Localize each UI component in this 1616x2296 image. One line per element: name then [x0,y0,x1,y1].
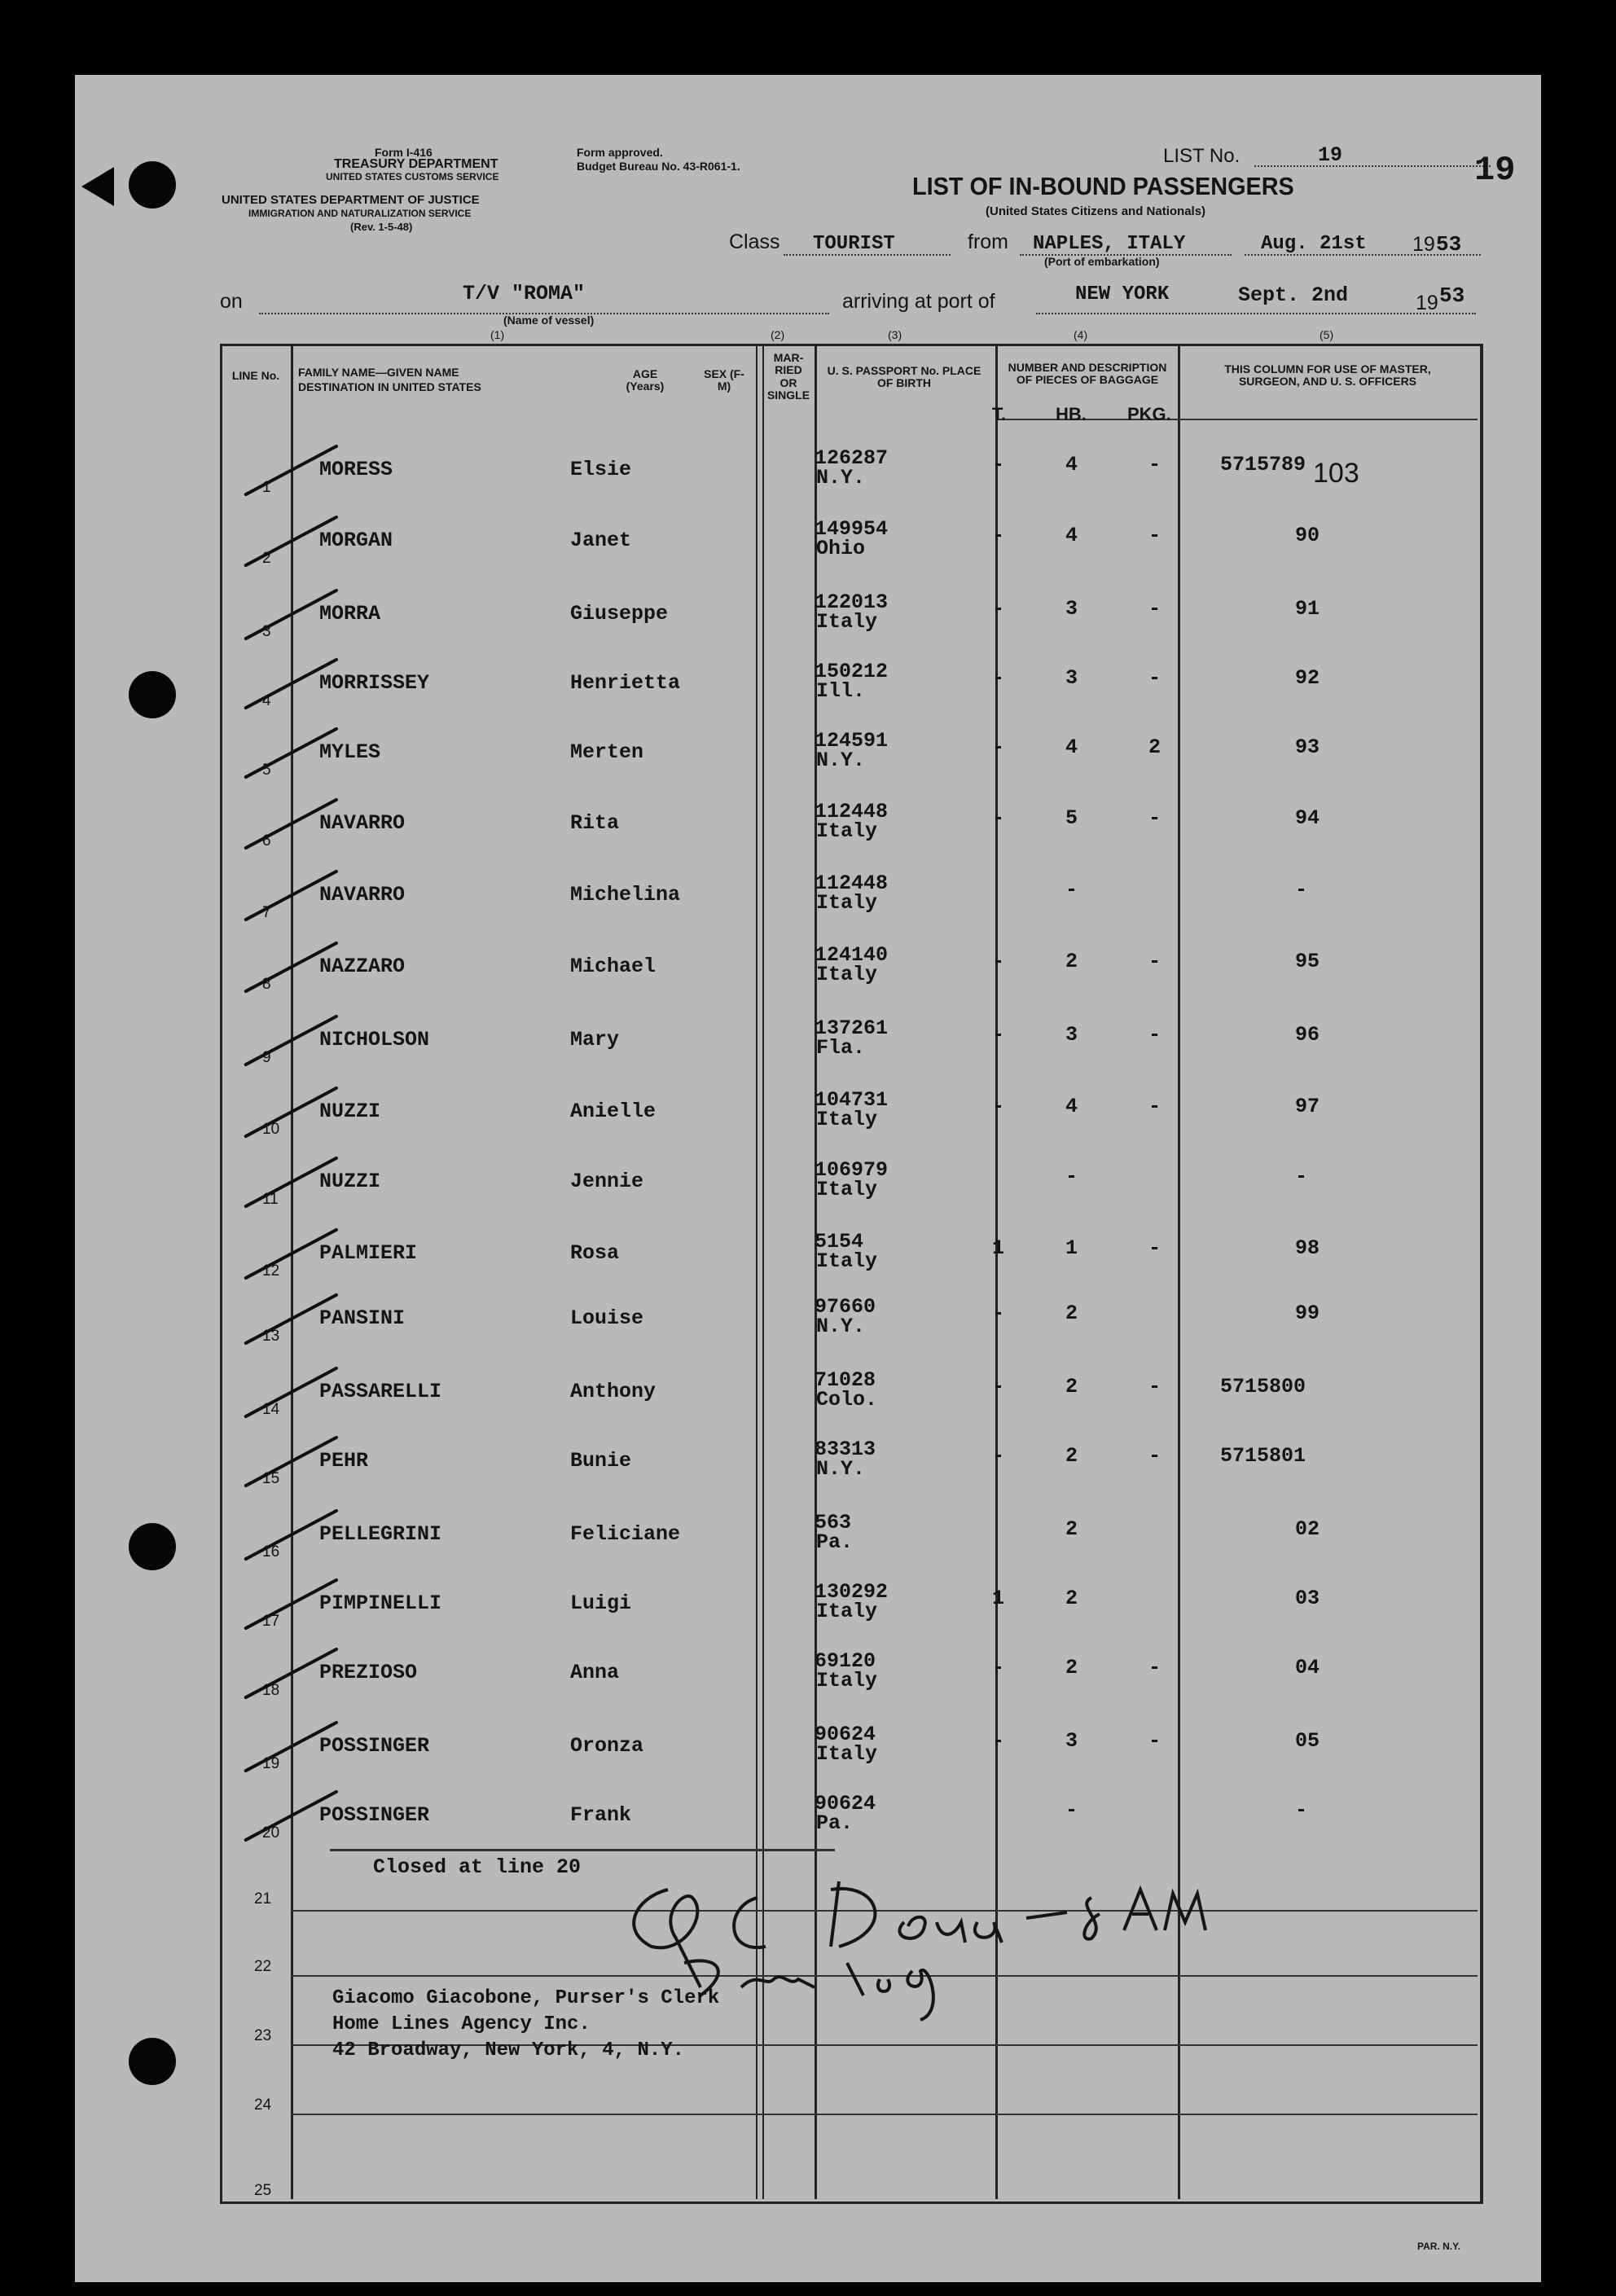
given-name: Michelina [570,883,681,907]
officer-notes: - [1295,1798,1308,1822]
bag-trunks: - [992,1656,1005,1679]
bag-trunks: - [992,1095,1005,1118]
passenger-row [0,660,1616,740]
header-sex: SEX (F-M) [704,367,744,393]
family-name: MYLES [319,740,381,764]
officer-notes: 93 [1295,735,1320,759]
bag-handbags: 3 [1065,1729,1078,1753]
col-num-5: (5) [1320,328,1334,341]
given-name: Rita [570,811,620,835]
given-name: Merten [570,740,644,764]
passport-number: 130292 [815,1580,889,1604]
passenger-row [0,871,1616,951]
line-number: 22 [254,1958,272,1975]
officer-notes: 5715800 [1220,1375,1306,1398]
budget-bureau: Budget Bureau No. 43-R061-1. [577,160,740,173]
bag-trunks: - [992,1302,1005,1325]
arrow-mark-icon [81,167,114,206]
arrival-port: NEW YORK [1075,283,1170,305]
bag-trunks: - [992,806,1005,830]
passenger-row [0,1438,1616,1517]
port-of-embarkation: NAPLES, ITALY [1033,233,1186,255]
bag-packages: 2 [1148,735,1162,759]
arrival-date: Sept. 2nd [1238,283,1349,307]
officer-notes: 95 [1295,950,1320,973]
header-bag-pkg: PKG. [1127,404,1171,424]
bag-trunks: - [992,524,1005,547]
line-number: 23 [254,2027,272,2044]
line-number: 19 [262,1755,280,1772]
header-name: FAMILY NAME—GIVEN NAME [298,366,459,379]
family-name: PANSINI [319,1306,406,1330]
line-number: 2 [262,550,271,567]
header-baggage: NUMBER AND DESCRIPTION OF PIECES OF BAGGAGE [1008,361,1167,387]
officer-notes: 96 [1295,1023,1320,1047]
officer-notes: 04 [1295,1656,1320,1679]
passport-number: 90624 [815,1792,876,1815]
line-number: 12 [262,1262,280,1280]
closed-at-line: Closed at line 20 [373,1855,582,1879]
given-name: Louise [570,1306,644,1330]
family-name: NUZZI [319,1170,381,1193]
officer-notes: 02 [1295,1517,1320,1541]
officer-notes: 94 [1295,806,1320,830]
header-bag-t: T. [992,404,1007,424]
passenger-row [0,943,1616,1023]
family-name: PEHR [319,1449,369,1473]
bag-trunks: - [992,453,1005,476]
line-number: 6 [262,832,271,849]
given-name: Giuseppe [570,602,669,626]
line-number: 18 [262,1682,280,1699]
place-of-birth: Fla. [816,1036,866,1060]
clerk-line-1: Giacomo Giacobone, Purser's Clerk [332,1987,720,2009]
given-name: Mary [570,1028,620,1051]
line-number: 17 [262,1613,280,1630]
officer-notes: 99 [1295,1302,1320,1325]
officer-notes: - [1295,878,1308,902]
sailing-date: Aug. 21st [1261,233,1367,255]
family-name: NAVARRO [319,811,406,835]
form-title: LIST OF IN-BOUND PASSENGERS [912,172,1294,200]
passenger-row [0,1158,1616,1238]
passenger-row [0,517,1616,597]
form-approved: Form approved. [577,146,663,159]
bag-handbags: 2 [1065,1517,1078,1541]
officer-notes: 91 [1295,597,1320,621]
line-number: 24 [254,2096,272,2114]
bag-trunks: - [992,1444,1005,1468]
immigration-service: IMMIGRATION AND NATURALIZATION SERVICE [248,208,472,219]
treasury-dept: TREASURY DEPARTMENT [334,157,498,171]
place-of-birth: Italy [816,1178,878,1201]
officer-notes: 90 [1295,524,1320,547]
col-num-2: (2) [771,328,785,341]
passport-number: 122013 [815,590,889,614]
passenger-row [0,1649,1616,1729]
officer-notes: 03 [1295,1587,1320,1610]
place-of-birth: N.Y. [816,1315,866,1338]
bag-packages: - [1148,1023,1162,1047]
family-name: MORESS [319,458,393,481]
corner-list-number: 19 [1474,151,1516,190]
given-name: Rosa [570,1241,620,1265]
list-no-value: 19 [1318,143,1343,167]
family-name: NUZZI [319,1100,381,1123]
place-of-birth: N.Y. [816,749,866,772]
bag-packages: - [1148,1095,1162,1118]
given-name: Feliciane [570,1522,681,1546]
arrival-year-prefix: 19 [1416,292,1438,314]
passport-number: 90624 [815,1723,876,1746]
vessel-note: (Name of vessel) [503,314,595,327]
passport-number: 104731 [815,1088,889,1112]
family-name: POSSINGER [319,1803,430,1827]
bag-trunks: - [992,1729,1005,1753]
passenger-row [0,446,1616,526]
bag-packages: - [1148,1375,1162,1398]
bag-handbags: 4 [1065,1095,1078,1118]
passenger-row [0,729,1616,809]
family-name: PREZIOSO [319,1661,418,1684]
bag-handbags: 4 [1065,735,1078,759]
line-number: 21 [254,1890,272,1907]
bag-packages: - [1148,597,1162,621]
bag-trunks: 1 [992,1236,1005,1260]
place-of-birth: Ohio [816,537,866,560]
given-name: Oronza [570,1734,644,1758]
clerk-line-3: 42 Broadway, New York, 4, N.Y. [332,2039,685,2061]
header-age: AGE (Years) [626,367,665,393]
bag-trunks: - [992,1375,1005,1398]
passport-number: 112448 [815,871,889,895]
line-number: 5 [262,762,271,779]
given-name: Elsie [570,458,632,481]
sailing-year-prefix: 19 [1412,233,1435,256]
family-name: NICHOLSON [319,1028,430,1051]
bag-handbags: 1 [1065,1236,1078,1260]
officer-notes: 98 [1295,1236,1320,1260]
bag-handbags: 3 [1065,1023,1078,1047]
given-name: Frank [570,1803,632,1827]
bag-packages: - [1148,1656,1162,1679]
bag-handbags: - [1065,878,1078,902]
family-name: POSSINGER [319,1734,430,1758]
place-of-birth: Italy [816,963,878,986]
bag-trunks: - [992,950,1005,973]
family-name: MORGAN [319,529,393,552]
given-name: Michael [570,955,656,978]
place-of-birth: Pa. [816,1811,854,1835]
header-passport: U. S. PASSPORT No. PLACE OF BIRTH [827,364,981,390]
place-of-birth: Italy [816,1600,878,1623]
arrival-dotline [1036,313,1476,314]
passport-number: 106979 [815,1158,889,1182]
col-num-4: (4) [1074,328,1088,341]
col-num-1: (1) [490,328,505,341]
bag-handbags: 2 [1065,1587,1078,1610]
place-of-birth: Pa. [816,1530,854,1554]
bag-handbags: - [1065,1798,1078,1822]
bag-handbags: 2 [1065,1444,1078,1468]
passenger-row [0,1723,1616,1802]
line-number: 10 [262,1121,280,1138]
place-of-birth: Italy [816,1669,878,1692]
given-name: Anielle [570,1100,656,1123]
place-of-birth: Colo. [816,1388,878,1411]
bag-handbags: 2 [1065,950,1078,973]
clerk-line-2: Home Lines Agency Inc. [332,2013,591,2035]
passport-number: 126287 [815,446,889,470]
line-number: 1 [262,479,271,496]
place-of-birth: Italy [816,891,878,915]
list-no-dotline [1254,165,1491,167]
passenger-row [0,590,1616,670]
bag-handbags: 3 [1065,666,1078,690]
bag-handbags: 2 [1065,1375,1078,1398]
passenger-row [0,1511,1616,1591]
passenger-row [0,1016,1616,1096]
bag-handbags: 2 [1065,1302,1078,1325]
passenger-row [0,1295,1616,1375]
passport-number: 97660 [815,1295,876,1319]
bag-handbags: 4 [1065,524,1078,547]
customs-service: UNITED STATES CUSTOMS SERVICE [326,171,499,182]
family-name: PIMPINELLI [319,1591,442,1615]
given-name: Anthony [570,1380,656,1403]
date-dotline [1245,254,1481,256]
line-number: 4 [262,692,271,709]
class-label: Class [729,230,780,253]
passenger-row [0,800,1616,880]
bag-packages: - [1148,1729,1162,1753]
line-rule [291,2114,1478,2115]
bag-trunks: 1 [992,1587,1005,1610]
bag-packages: - [1148,524,1162,547]
passport-number: 563 [815,1511,852,1534]
passport-number: 5154 [815,1230,864,1253]
family-name: NAVARRO [319,883,406,907]
given-name: Henrietta [570,671,681,695]
form-subtitle: (United States Citizens and Nationals) [986,204,1206,218]
place-of-birth: N.Y. [816,466,866,489]
passport-number: 137261 [815,1016,889,1040]
from-label: from [968,230,1008,253]
line-number: 15 [262,1470,280,1487]
embarkation-note: (Port of embarkation) [1044,255,1160,268]
line-number: 13 [262,1328,280,1345]
family-name: PASSARELLI [319,1380,442,1403]
bag-trunks: - [992,597,1005,621]
bag-packages: - [1148,1236,1162,1260]
passport-number: 71028 [815,1368,876,1392]
line-number: 25 [254,2182,272,2199]
passenger-row [0,1580,1616,1660]
inspector-signature [603,1865,1246,2028]
punch-hole [129,2038,176,2085]
passport-number: 112448 [815,800,889,823]
family-name: MORRISSEY [319,671,430,695]
bag-packages: - [1148,666,1162,690]
line-number: 11 [262,1191,279,1208]
bag-handbags: 2 [1065,1656,1078,1679]
officer-notes: - [1295,1165,1308,1188]
bag-packages: - [1148,1444,1162,1468]
given-name: Anna [570,1661,620,1684]
header-bag-hb: HB. [1056,404,1087,424]
class-value: TOURIST [813,233,895,255]
place-of-birth: N.Y. [816,1457,866,1481]
officer-notes: 5715801 [1220,1444,1306,1468]
printer-mark: PAR. N.Y. [1417,2241,1461,2252]
family-name: PALMIERI [319,1241,418,1265]
place-of-birth: Italy [816,1108,878,1131]
header-destination: DESTINATION IN UNITED STATES [298,380,481,393]
header-officers: THIS COLUMN FOR USE OF MASTER, SURGEON, AND U. S. OFFICERS [1224,362,1431,389]
line-number: 14 [262,1401,280,1418]
sailing-year-suffix: 53 [1436,232,1462,257]
family-name: NAZZARO [319,955,406,978]
justice-dept: UNITED STATES DEPARTMENT OF JUSTICE [222,193,480,207]
punch-hole [129,161,176,209]
passport-number: 124591 [815,729,889,753]
family-name: MORRA [319,602,381,626]
passenger-row [0,1088,1616,1168]
closing-rule [330,1849,835,1851]
place-of-birth: Italy [816,819,878,843]
form-revision: (Rev. 1-5-48) [350,221,413,233]
officer-notes: 05 [1295,1729,1320,1753]
col-num-3: (3) [888,328,902,341]
vessel-name: T/V "ROMA" [463,282,586,305]
bag-handbags: 5 [1065,806,1078,830]
line-number: 16 [262,1543,280,1561]
passport-number: 149954 [815,517,889,541]
header-married: MAR-RIED OR SINGLE [766,351,810,402]
family-name: PELLEGRINI [319,1522,442,1546]
officer-notes: 97 [1295,1095,1320,1118]
arrival-year-suffix: 53 [1439,283,1465,308]
passport-number: 69120 [815,1649,876,1673]
bag-packages: - [1148,806,1162,830]
line-number: 20 [262,1824,280,1842]
officer-handwritten-note: 103 [1313,458,1359,489]
passenger-row [0,1230,1616,1310]
given-name: Luigi [570,1591,632,1615]
officer-notes: 5715789 [1220,453,1306,476]
place-of-birth: Italy [816,1742,878,1766]
officer-notes: 92 [1295,666,1320,690]
passport-number: 124140 [815,943,889,967]
bag-handbags: - [1065,1165,1078,1188]
line-number: 9 [262,1049,271,1066]
bag-handbags: 4 [1065,453,1078,476]
passport-number: 150212 [815,660,889,683]
line-number: 8 [262,976,271,993]
bag-trunks: - [992,1023,1005,1047]
place-of-birth: Italy [816,610,878,634]
passport-number: 83313 [815,1438,876,1461]
on-label: on [220,290,243,313]
line-number: 7 [262,904,271,921]
place-of-birth: Italy [816,1249,878,1273]
given-name: Bunie [570,1449,632,1473]
list-no-label: LIST No. [1163,145,1241,167]
passenger-row [0,1368,1616,1448]
passenger-row [0,1792,1616,1872]
bag-handbags: 3 [1065,597,1078,621]
given-name: Jennie [570,1170,644,1193]
bag-packages: - [1148,950,1162,973]
header-line-no: LINE No. [231,369,280,382]
bag-trunks: - [992,735,1005,759]
bag-trunks: - [992,666,1005,690]
bag-packages: - [1148,453,1162,476]
line-number: 3 [262,623,271,640]
given-name: Janet [570,529,632,552]
place-of-birth: Ill. [816,679,866,703]
form-number: Form I-416 [375,146,433,159]
arriving-label: arriving at port of [842,290,995,313]
